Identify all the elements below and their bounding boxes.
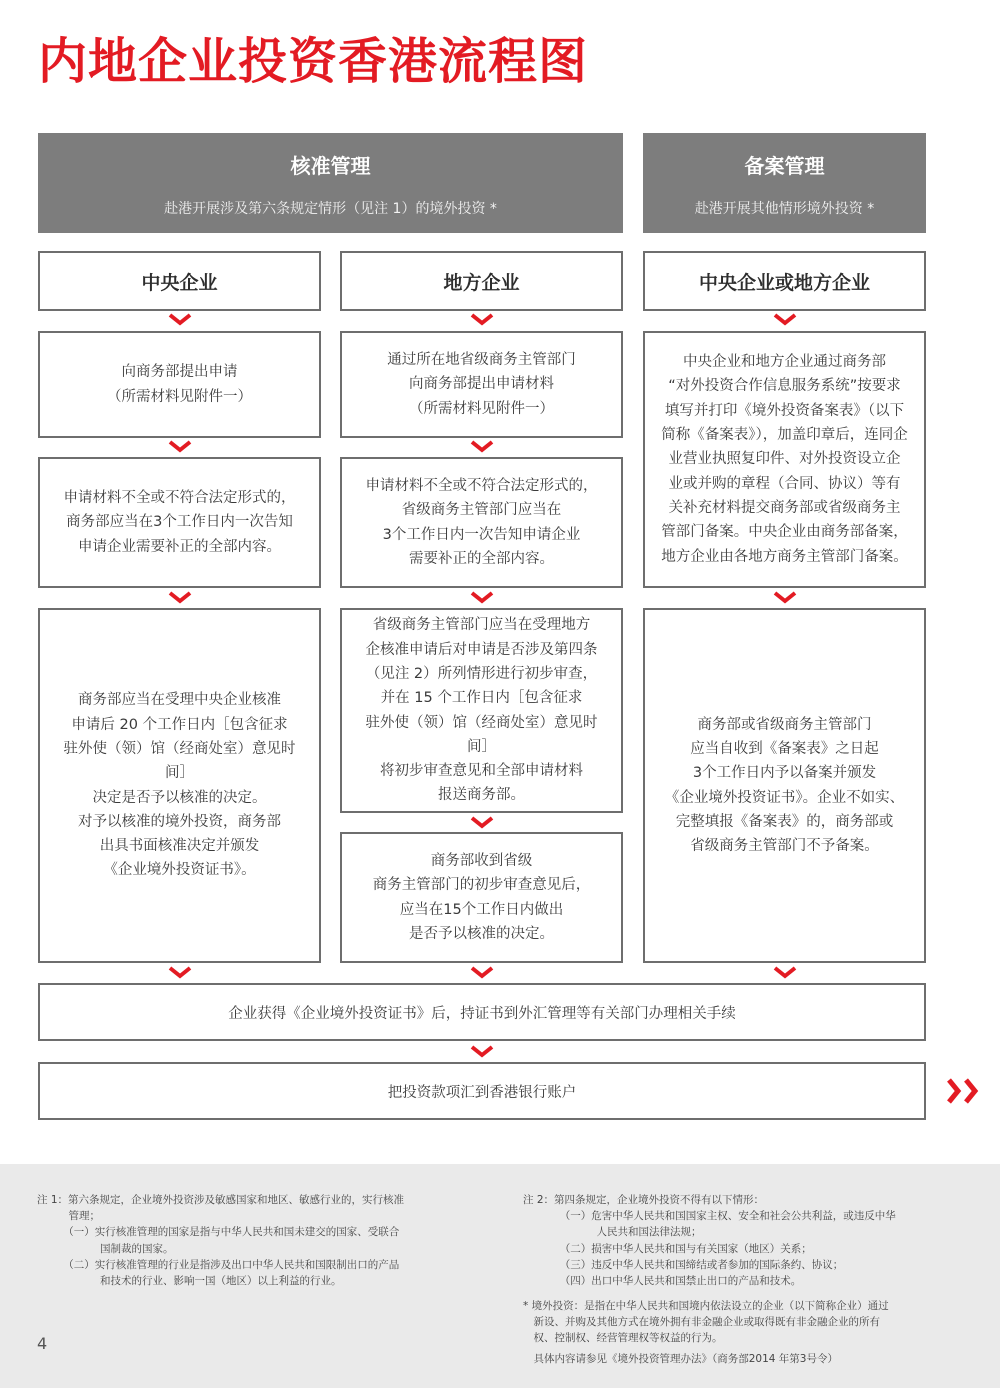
filing-step-record: 商务部或省级商务主管部门 应当自收到《备案表》之日起 3个工作日内予以备案并颁发 《企业境外投资证书》。企业不如实、 完整填报《备案表》的，商务部或 省级商务主管部门不予备案。 [643,608,926,963]
flow-arrow-icon [469,590,495,604]
filing-header-subtitle: 赴港开展其他情形境外投资 * [694,201,875,217]
page-title: 内地企业投资香港流程图 [38,33,589,90]
flow-arrow-icon [469,312,495,326]
approval-header-subtitle: 赴港开展涉及第六条规定情形（见注 1）的境外投资 * [164,201,497,217]
local-step-decision: 商务部收到省级 商务主管部门的初步审查意见后， 应当在15个工作日内做出 是否予以核准的决定。 [340,832,623,963]
note-definition: * 境外投资：是指在中华人民共和国境内依法设立的企业（以下简称企业）通过 新设、并购及其他方式在境外拥有非金融企业或取得既有非金融企业的所有 权、控制权、经营管理权等权益的行为。 具体内容请参见《境外投资管理办法》（商务部2014 年第3号令） [523,1298,889,1367]
double-chevron-right-icon[interactable] [944,1076,984,1106]
flow-arrow-icon [469,965,495,979]
flow-arrow-icon [167,312,193,326]
flow-arrow-icon [469,815,495,829]
final-step-certificate: 企业获得《企业境外投资证书》后，持证书到外汇管理等有关部门办理相关手续 [38,983,926,1041]
flow-arrow-icon [772,590,798,604]
note-reference: 具体内容请参见《境外投资管理办法》（商务部2014 年第3号令） [523,1352,838,1365]
flow-arrow-icon [772,965,798,979]
final-step-remit: 把投资款项汇到香港银行账户 [38,1062,926,1120]
category-either: 中央企业或地方企业 [643,251,926,311]
approval-header [38,133,623,233]
flow-arrow-icon [167,439,193,453]
local-step-incomplete: 申请材料不全或不符合法定形式的， 省级商务主管部门应当在 3个工作日内一次告知申请企业 需要补正的全部内容。 [340,457,623,588]
filing-header-title: 备案管理 [744,154,825,178]
category-local: 地方企业 [340,251,623,311]
note-1: 注 1：第六条规定，企业境外投资涉及敏感国家和地区、敏感行业的，实行核准 管理； （一）实行核准管理的国家是指与中华人民共和国未建交的国家、受联合 国制裁的国家。 （二）实行核准管理的行业是指涉及出口中华人民共和国限制出口的产品 和技术的行业、影响一国（地区）以上利益的行业。 [37,1194,405,1288]
central-step-incomplete: 申请材料不全或不符合法定形式的， 商务部应当在3个工作日内一次告知 申请企业需要补正的全部内容。 [38,457,321,588]
local-step-apply: 通过所在地省级商务主管部门 向商务部提出申请材料 （所需材料见附件一） [340,331,623,438]
central-step-decision: 商务部应当在受理中央企业核准 申请后 20 个工作日内［包含征求 驻外使（领）馆（经商处室）意见时间］ 决定是否予以核准的决定。 对予以核准的境外投资，商务部 出具书面核准决定并颁发 《企业境外投资证书》。 [38,608,321,963]
flow-arrow-icon [772,312,798,326]
note-2: 注 2：第四条规定，企业境外投资不得有以下情形： （一）危害中华人民共和国国家主权、安全和社会公共利益，或违反中华 人民共和国法律法规； （二）损害中华人民共和国与有关国家（地区）关系； （三）违反中华人民共和国缔结或者参加的国际条约、协议； （四）出口中华人民共和国禁止出口的产品和技术。 [523,1194,896,1288]
category-central: 中央企业 [38,251,321,311]
approval-header-title: 核准管理 [290,154,371,178]
local-step-preliminary-review: 省级商务主管部门应当在受理地方 企核准申请后对申请是否涉及第四条 （见注 2）所列情形进行初步审查， 并在 15 个工作日内［包含征求 驻外使（领）馆（经商处室）意见时间］ 将初步审查意见和全部申请材料 报送商务部。 [340,608,623,813]
page-number: 4 [37,1334,48,1353]
flow-arrow-icon [469,1044,495,1058]
filing-step-submit: 中央企业和地方企业通过商务部 “对外投资合作信息服务系统”按要求 填写并打印《境外投资备案表》（以下 简称《备案表》），加盖印章后，连同企 业营业执照复印件、对外投资设立企 业或并购的章程（合同、协议）等有 关补充材料提交商务部或省级商务主 管部门备案。中央企业由商务部备案， 地方企业由各地方商务主管部门备案。 [643,331,926,588]
flow-arrow-icon [469,439,495,453]
flow-arrow-icon [167,590,193,604]
flow-arrow-icon [167,965,193,979]
filing-header [643,133,926,233]
central-step-apply: 向商务部提出申请 （所需材料见附件一） [38,331,321,438]
